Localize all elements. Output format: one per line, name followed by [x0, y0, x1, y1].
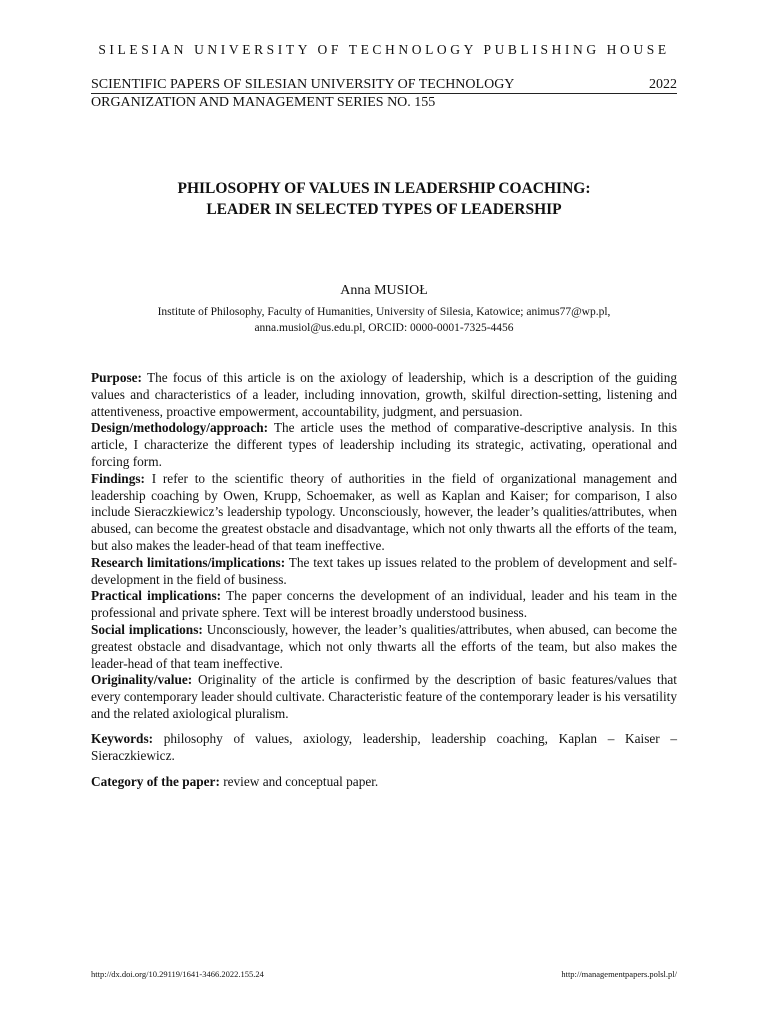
author-affiliation [120, 305, 648, 336]
paper-title [91, 178, 677, 220]
page-footer [91, 969, 677, 979]
keywords-label: Keywords: [91, 730, 154, 746]
keywords-text: philosophy of values, axiology, leadership, leadership coaching, Kaplan – Kaiser – Sieraczkiewicz. [91, 730, 678, 763]
limitations-label: Research limitations/implications: [91, 554, 286, 570]
author-name: Anna MUSIOŁ [340, 283, 428, 298]
purpose-text: The focus of this article is on the axiology of leadership, which is a description of the guiding values and characteristics of a leader, including innovation, growth, skilful direction-setting, listening and attentiveness, proactive empowerment, accountability, judgment, and persuasion. [91, 370, 677, 419]
purpose-label: Purpose: [91, 370, 142, 385]
publisher-name: SILESIAN UNIVERSITY OF TECHNOLOGY PUBLISHING HOUSE [98, 42, 670, 57]
series-name: ORGANIZATION AND MANAGEMENT SERIES NO. 155 [91, 95, 436, 110]
abstract-category [91, 774, 677, 791]
abstract-originality [91, 672, 677, 722]
category-text: review and conceptual paper. [223, 774, 379, 790]
social-text: Unconsciously, however, the leader’s qualities/attributes, when abused, can become the greatest obstacle and disadvantage, which not only thwarts all the efforts of the team, but also makes the leader-head of that team ineffective. [91, 621, 677, 671]
abstract-design [91, 420, 677, 470]
abstract-social [91, 622, 677, 672]
design-text: The article uses the method of comparative-descriptive analysis. In this article, I characterize the different types of leadership including its strategic, activating, operational and forcing form. [91, 420, 677, 469]
abstract-keywords [91, 731, 677, 765]
findings-text: I refer to the scientific theory of authorities in the field of organizational management and leadership coaching by Owen, Krupp, Schoemaker, as well as Kaplan and Kaiser; for comparison, I also include Sieraczkiewicz’s leadership typology. Unconsciously, however, the leader’s qualities/attributes, when abused, can become the greatest obstacle and disadvantage, which not only thwarts all the efforts of the team, but also makes the leader-head of that team ineffective. [91, 470, 678, 553]
affiliation-line1: Institute of Philosophy, Faculty of Humanities, University of Silesia, Katowice; animus77@wp.pl, [157, 306, 611, 318]
social-label: Social implications: [91, 621, 203, 637]
originality-text: Originality of the article is confirmed by the description of basic features/values that every contemporary leader should cultivate. Characteristic feature of the contemporary leader is his versatility and the related axiological pluralism. [91, 672, 677, 721]
journal-year: 2022 [649, 77, 677, 92]
journal-header [91, 76, 677, 111]
category-label: Category of the paper: [91, 774, 220, 790]
practical-text: The paper concerns the development of an individual, leader and his team in the professional and private sphere. Text will be interest broadly understood business. [91, 588, 677, 621]
doi-link[interactable]: http://dx.doi.org/10.29119/1641-3466.2022.155.24 [91, 969, 264, 979]
paper-title-line2: LEADER IN SELECTED TYPES OF LEADERSHIP [206, 201, 562, 218]
paper-title-line1: PHILOSOPHY OF VALUES IN LEADERSHIP COACHING: [177, 180, 591, 197]
journal-url-link[interactable]: http://managementpapers.polsl.pl/ [561, 969, 677, 979]
limitations-text: The text takes up issues related to the problem of development and self-development in the field of business. [91, 554, 678, 587]
findings-label: Findings: [91, 470, 145, 486]
abstract-purpose [91, 370, 677, 420]
journal-header-row [91, 76, 677, 94]
practical-label: Practical implications: [91, 588, 222, 604]
abstract [91, 370, 677, 791]
abstract-findings [91, 471, 677, 555]
affiliation-line2: anna.musiol@us.edu.pl, ORCID: 0000-0001-7325-4456 [254, 321, 514, 334]
abstract-practical [91, 588, 677, 622]
abstract-limitations [91, 555, 677, 589]
originality-label: Originality/value: [91, 672, 193, 688]
journal-name: SCIENTIFIC PAPERS OF SILESIAN UNIVERSITY OF TECHNOLOGY [91, 77, 515, 92]
design-label: Design/methodology/approach: [91, 420, 269, 436]
